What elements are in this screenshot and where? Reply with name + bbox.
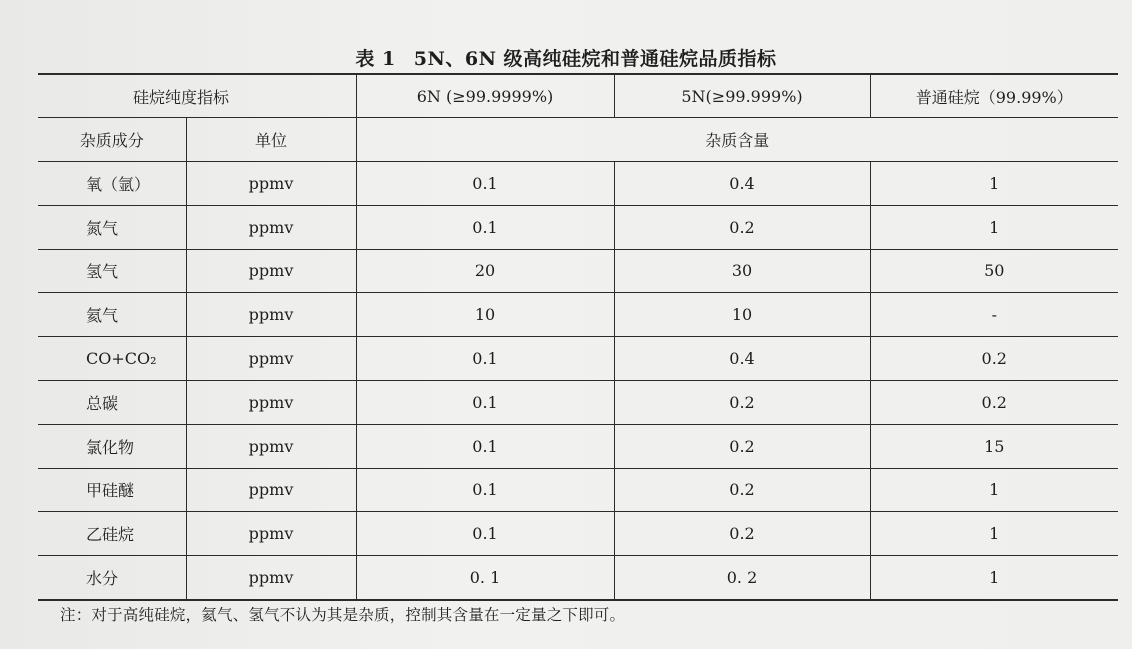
value-6n-cell: 0.1 bbox=[356, 337, 614, 381]
impurity-name-cell: 氯化物 bbox=[38, 424, 186, 468]
unit-header: 单位 bbox=[186, 118, 356, 162]
unit-cell: ppmv bbox=[186, 337, 356, 381]
grade-6n-header: 6N (≥99.9999%) bbox=[356, 74, 614, 118]
table-row bbox=[38, 556, 1118, 600]
header-row bbox=[38, 74, 1118, 118]
impurity-name-cell: 氦气 bbox=[38, 293, 186, 337]
value-6n-cell: 0.1 bbox=[356, 424, 614, 468]
table-row bbox=[38, 249, 1118, 293]
impurity-name-cell: 氧（氩） bbox=[38, 162, 186, 206]
subheader-row bbox=[38, 118, 1118, 162]
impurity-name-cell: 氮气 bbox=[38, 205, 186, 249]
impurity-name-cell: 甲硅醚 bbox=[38, 468, 186, 512]
value-5n-cell: 0.2 bbox=[614, 205, 870, 249]
value-5n-cell: 30 bbox=[614, 249, 870, 293]
table-row bbox=[38, 424, 1118, 468]
impurity-header: 杂质成分 bbox=[38, 118, 186, 162]
table-number: 表 1 bbox=[355, 48, 396, 70]
value-common-cell: 15 bbox=[870, 424, 1118, 468]
value-5n-cell: 0.2 bbox=[614, 380, 870, 424]
value-common-cell: 50 bbox=[870, 249, 1118, 293]
value-5n-cell: 0.4 bbox=[614, 337, 870, 381]
value-5n-cell: 0.2 bbox=[614, 468, 870, 512]
unit-cell: ppmv bbox=[186, 424, 356, 468]
value-6n-cell: 0.1 bbox=[356, 162, 614, 206]
value-5n-cell: 0.2 bbox=[614, 424, 870, 468]
value-6n-cell: 0.1 bbox=[356, 205, 614, 249]
table-row bbox=[38, 162, 1118, 206]
value-5n-cell: 0. 2 bbox=[614, 556, 870, 600]
purity-index-header: 硅烷纯度指标 bbox=[38, 74, 356, 118]
unit-cell: ppmv bbox=[186, 512, 356, 556]
impurity-name-cell: 水分 bbox=[38, 556, 186, 600]
table-row bbox=[38, 293, 1118, 337]
value-common-cell: - bbox=[870, 293, 1118, 337]
table-note: 注：对于高纯硅烷，氦气、氢气不认为其是杂质，控制其含量在一定量之下即可。 bbox=[60, 606, 626, 624]
unit-cell: ppmv bbox=[186, 380, 356, 424]
value-6n-cell: 20 bbox=[356, 249, 614, 293]
value-5n-cell: 0.4 bbox=[614, 162, 870, 206]
table-row bbox=[38, 337, 1118, 381]
value-common-cell: 0.2 bbox=[870, 337, 1118, 381]
impurity-name-cell: 总碳 bbox=[38, 380, 186, 424]
value-common-cell: 1 bbox=[870, 556, 1118, 600]
value-common-cell: 1 bbox=[870, 205, 1118, 249]
content-header: 杂质含量 bbox=[356, 118, 1118, 162]
value-6n-cell: 0.1 bbox=[356, 512, 614, 556]
table-row bbox=[38, 205, 1118, 249]
value-common-cell: 0.2 bbox=[870, 380, 1118, 424]
grade-common-header: 普通硅烷（99.99%） bbox=[870, 74, 1118, 118]
unit-cell: ppmv bbox=[186, 556, 356, 600]
table-row bbox=[38, 512, 1118, 556]
table-title bbox=[0, 44, 1132, 71]
unit-cell: ppmv bbox=[186, 162, 356, 206]
value-common-cell: 1 bbox=[870, 468, 1118, 512]
value-6n-cell: 0. 1 bbox=[356, 556, 614, 600]
value-common-cell: 1 bbox=[870, 162, 1118, 206]
value-5n-cell: 10 bbox=[614, 293, 870, 337]
value-6n-cell: 0.1 bbox=[356, 380, 614, 424]
impurity-name-cell: CO+CO₂ bbox=[38, 337, 186, 381]
table-title-text: 5N、6N 级高纯硅烷和普通硅烷品质指标 bbox=[413, 48, 777, 70]
impurity-name-cell: 氢气 bbox=[38, 249, 186, 293]
impurity-name-cell: 乙硅烷 bbox=[38, 512, 186, 556]
value-common-cell: 1 bbox=[870, 512, 1118, 556]
unit-cell: ppmv bbox=[186, 249, 356, 293]
unit-cell: ppmv bbox=[186, 468, 356, 512]
value-5n-cell: 0.2 bbox=[614, 512, 870, 556]
table-row bbox=[38, 380, 1118, 424]
unit-cell: ppmv bbox=[186, 205, 356, 249]
silane-quality-table bbox=[38, 73, 1118, 601]
value-6n-cell: 10 bbox=[356, 293, 614, 337]
unit-cell: ppmv bbox=[186, 293, 356, 337]
value-6n-cell: 0.1 bbox=[356, 468, 614, 512]
grade-5n-header: 5N(≥99.999%) bbox=[614, 74, 870, 118]
table-row bbox=[38, 468, 1118, 512]
